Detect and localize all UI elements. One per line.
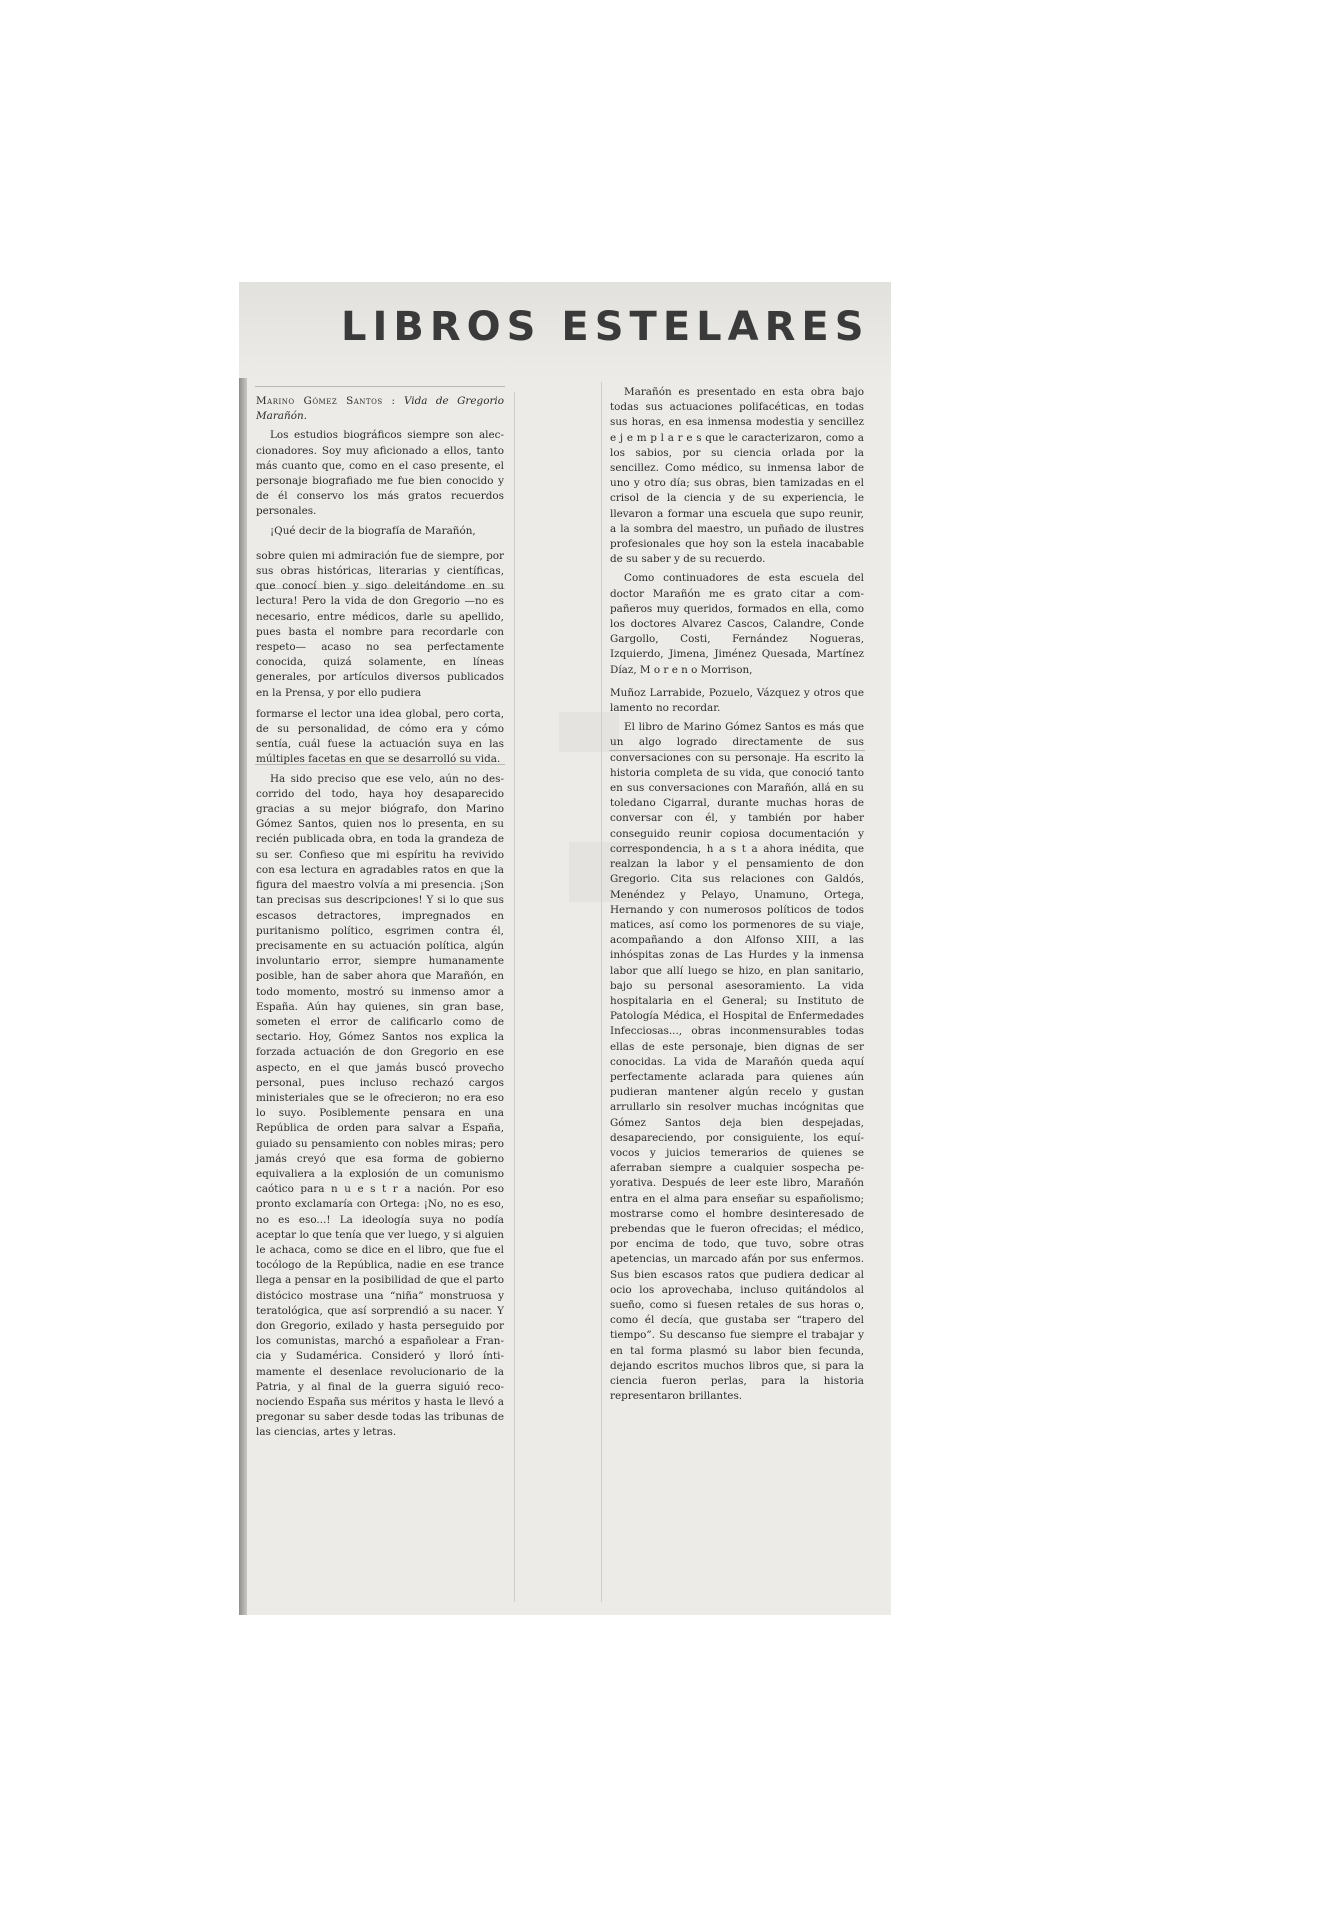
page-title: LIBROS ESTELARES xyxy=(341,304,870,350)
paragraph: Marañón es presentado en esta obra bajo todas sus actuaciones polifacéticas, en todas sus horas, en esa inmensa modestia y sencillez e j e m p l a r e s que le caracterizaron, como a los sabios, por su ciencia orlada por la sencillez. Como médico, su inmensa labor de uno y otro día; sus obras, bien tamizadas en el crisol de la ciencia y de su experiencia, le llevaron a formar una escuela que supo reunir, a la sombra del maestro, un puñado de ilustres profesionales que hoy son la estela inacabable de su saber y de su recuerdo. xyxy=(610,386,864,566)
citation-author: Marino Gómez Santos : xyxy=(256,395,396,407)
newspaper-clipping xyxy=(239,282,891,1615)
column-rule xyxy=(601,382,602,1602)
column-rule xyxy=(514,392,515,1602)
book-citation xyxy=(256,394,504,424)
left-column xyxy=(256,394,504,1445)
right-column xyxy=(610,385,864,1408)
paragraph: Los estudios biográficos siempre son aleccionadores. Soy muy aficionado a ellos, tanto más cuanto que, como en el caso presente, el personaje biografiado me fue bien conocido y de él conservo los más gratos recuerdos personales. xyxy=(256,429,504,518)
paragraph: Muñoz Larrabide, Pozuelo, Vázquez y otros que lamento no recordar. xyxy=(610,686,864,715)
clipping-edge-shadow xyxy=(239,282,247,1615)
paragraph: formarse el lector una idea global, pero corta, de su personalidad, de cómo era y cómo sentía, cuál fuese la actuación suya en las múltiples facetas en que se desarrolló su vida. xyxy=(256,707,504,766)
paragraph: Ha sido preciso que ese velo, aún no descorrido del todo, haya hoy desaparecido gracias a su mejor biógrafo, don Marino Gómez Santos, quien nos lo presenta, en su recién publicada obra, en toda la grandeza de su ser. Confieso que mi espíritu ha revivido con esa lectura en agradables ratos en que la figura del maestro volvía a mi presencia. ¡Son tan precisas sus descripciones! Y si lo que sus escasos detractores, impregnados en puritanismo político, esgrimen contra él, precisamente en su actuación política, algún involuntario error, siempre humanamente posible, han de saber ahora que Marañón, en todo momento, mostró su inmenso amor a España. Aún hay quienes, sin gran base, someten el error de calificarlo como de sectario. Hoy, Gómez Santos nos explica la forzada actuación de don Gregorio en ese aspecto, en el que jamás buscó provecho personal, pues incluso rechazó cargos ministeriales que se le ofrecieron; no era eso lo suyo. Posiblemente pensara en una República de orden para salvar a España, guiado su pensamiento con nobles miras; pero jamás creyó que esa forma de gobierno equivaliera a la explosión de un comunismo caótico para n u e s t r a nación. Por eso pronto exclamaría con Ortega: ¡No, no es eso, no es eso...! La ideología suya no podía aceptar lo que tenía que ver luego, y si alguien le achaca, como se dice en el libro, que fue el tocólogo de la República, nadie en ese trance llega a pensar en la posibilidad de que el parto distócico mostrase una “niña” monstruosa y teratológica, que así sorprendió a su nacer. Y don Gregorio, exilado y hasta perseguido por los comunistas, marchó a españolear a Francia y Sudamérica. Consideró y lloró íntimamente el desenlace revolucionario de la Patria, y al final de la guerra siguió reconociendo España sus méritos y hasta le llevó a pregonar su saber desde todas las tribunas de las ciencias, artes y letras. xyxy=(256,772,504,1439)
paragraph: sobre quien mi admiración fue de siempre, por sus obras históricas, literarias y científicas, que conocí bien y sigo deleitándome en su lectura! Pero la vida de don Gregorio —no es necesario, entre médicos, darle su apellido, pues basta el nombre para recordarle con respeto— acaso no sea perfectamente conocida, quizá solamente, en líneas generales, por artículos diversos publicados en la Prensa, y por ello pudiera xyxy=(256,549,504,699)
paragraph: Como continuadores de esta escuela del doctor Marañón me es grato citar a compañeros muy queridos, formados en ella, como los doctores Alvarez Cascos, Calandre, Conde Gargollo, Costi, Fernández Nogueras, Izquierdo, Jimena, Jiménez Quesada, Martínez Díaz, M o r e n o Morrison, xyxy=(610,572,864,676)
paragraph: ¡Qué decir de la biografía de Marañón, xyxy=(270,524,476,537)
separator-line xyxy=(255,386,505,387)
citation-book-title: Vida de Gregorio Marañón. xyxy=(256,395,504,423)
paragraph: El libro de Marino Gómez Santos es más que un algo logrado directamente de sus conversaciones con su personaje. Ha escrito la historia completa de su vida, que conoció tanto en sus conversaciones con Marañón, allá en su toledano Cigarral, durante muchas horas de conversar con él, y también por haber conseguido reunir copiosa documentación y correspondencia, h a s t a ahora inédita, que realzan la labor y el pensamiento de don Gregorio. Cita sus relaciones con Galdós, Menéndez y Pelayo, Unamuno, Ortega, Hernando y con numerosos políticos de todos matices, así como los pormenores de su viaje, acompañando a don Alfonso XIII, a las inhóspitas zonas de Las Hurdes y la inmensa labor que allí luego se hizo, en plan sanitario, bajo su personal asesoramiento. La vida hospitalaria en el General; su Instituto de Patología Médica, el Hospital de Enfermedades Infecciosas..., obras inconmensurables todas ellas de este personaje, bien dignas de ser conocidas. La vida de Marañón queda aquí perfectamente aclarada para quienes aún pudieran mantener algún recelo y gustan arrullarlo sin resolver muchas incógnitas que Gómez Santos deja bien despejadas, desapareciendo, por consiguiente, los equívocos y juicios temerarios de quienes se aferraban siempre a cualquier sospecha peyorativa. Después de leer este libro, Marañón entra en el alma para enseñar su españolismo; mostrarse como el hombre desinteresado de prebendas que le fueron ofrecidas; el médico, por encima de todo, que tuvo, sobre otras apetencias, un marcado afán por sus enfermos. Sus bien escasos ratos que pudiera dedicar al ocio los aprovechaba, incluso quitándolos al sueño, como si fuesen retales de sus horas o, como él decía, que gustaba ser “trapero del tiempo”. Su descanso fue siempre el trabajar y en tal forma plasmó su labor bien fecunda, dejando escritos muchos libros que, si para la ciencia fueron perlas, para la historia representaron brillantes. xyxy=(610,721,864,1403)
